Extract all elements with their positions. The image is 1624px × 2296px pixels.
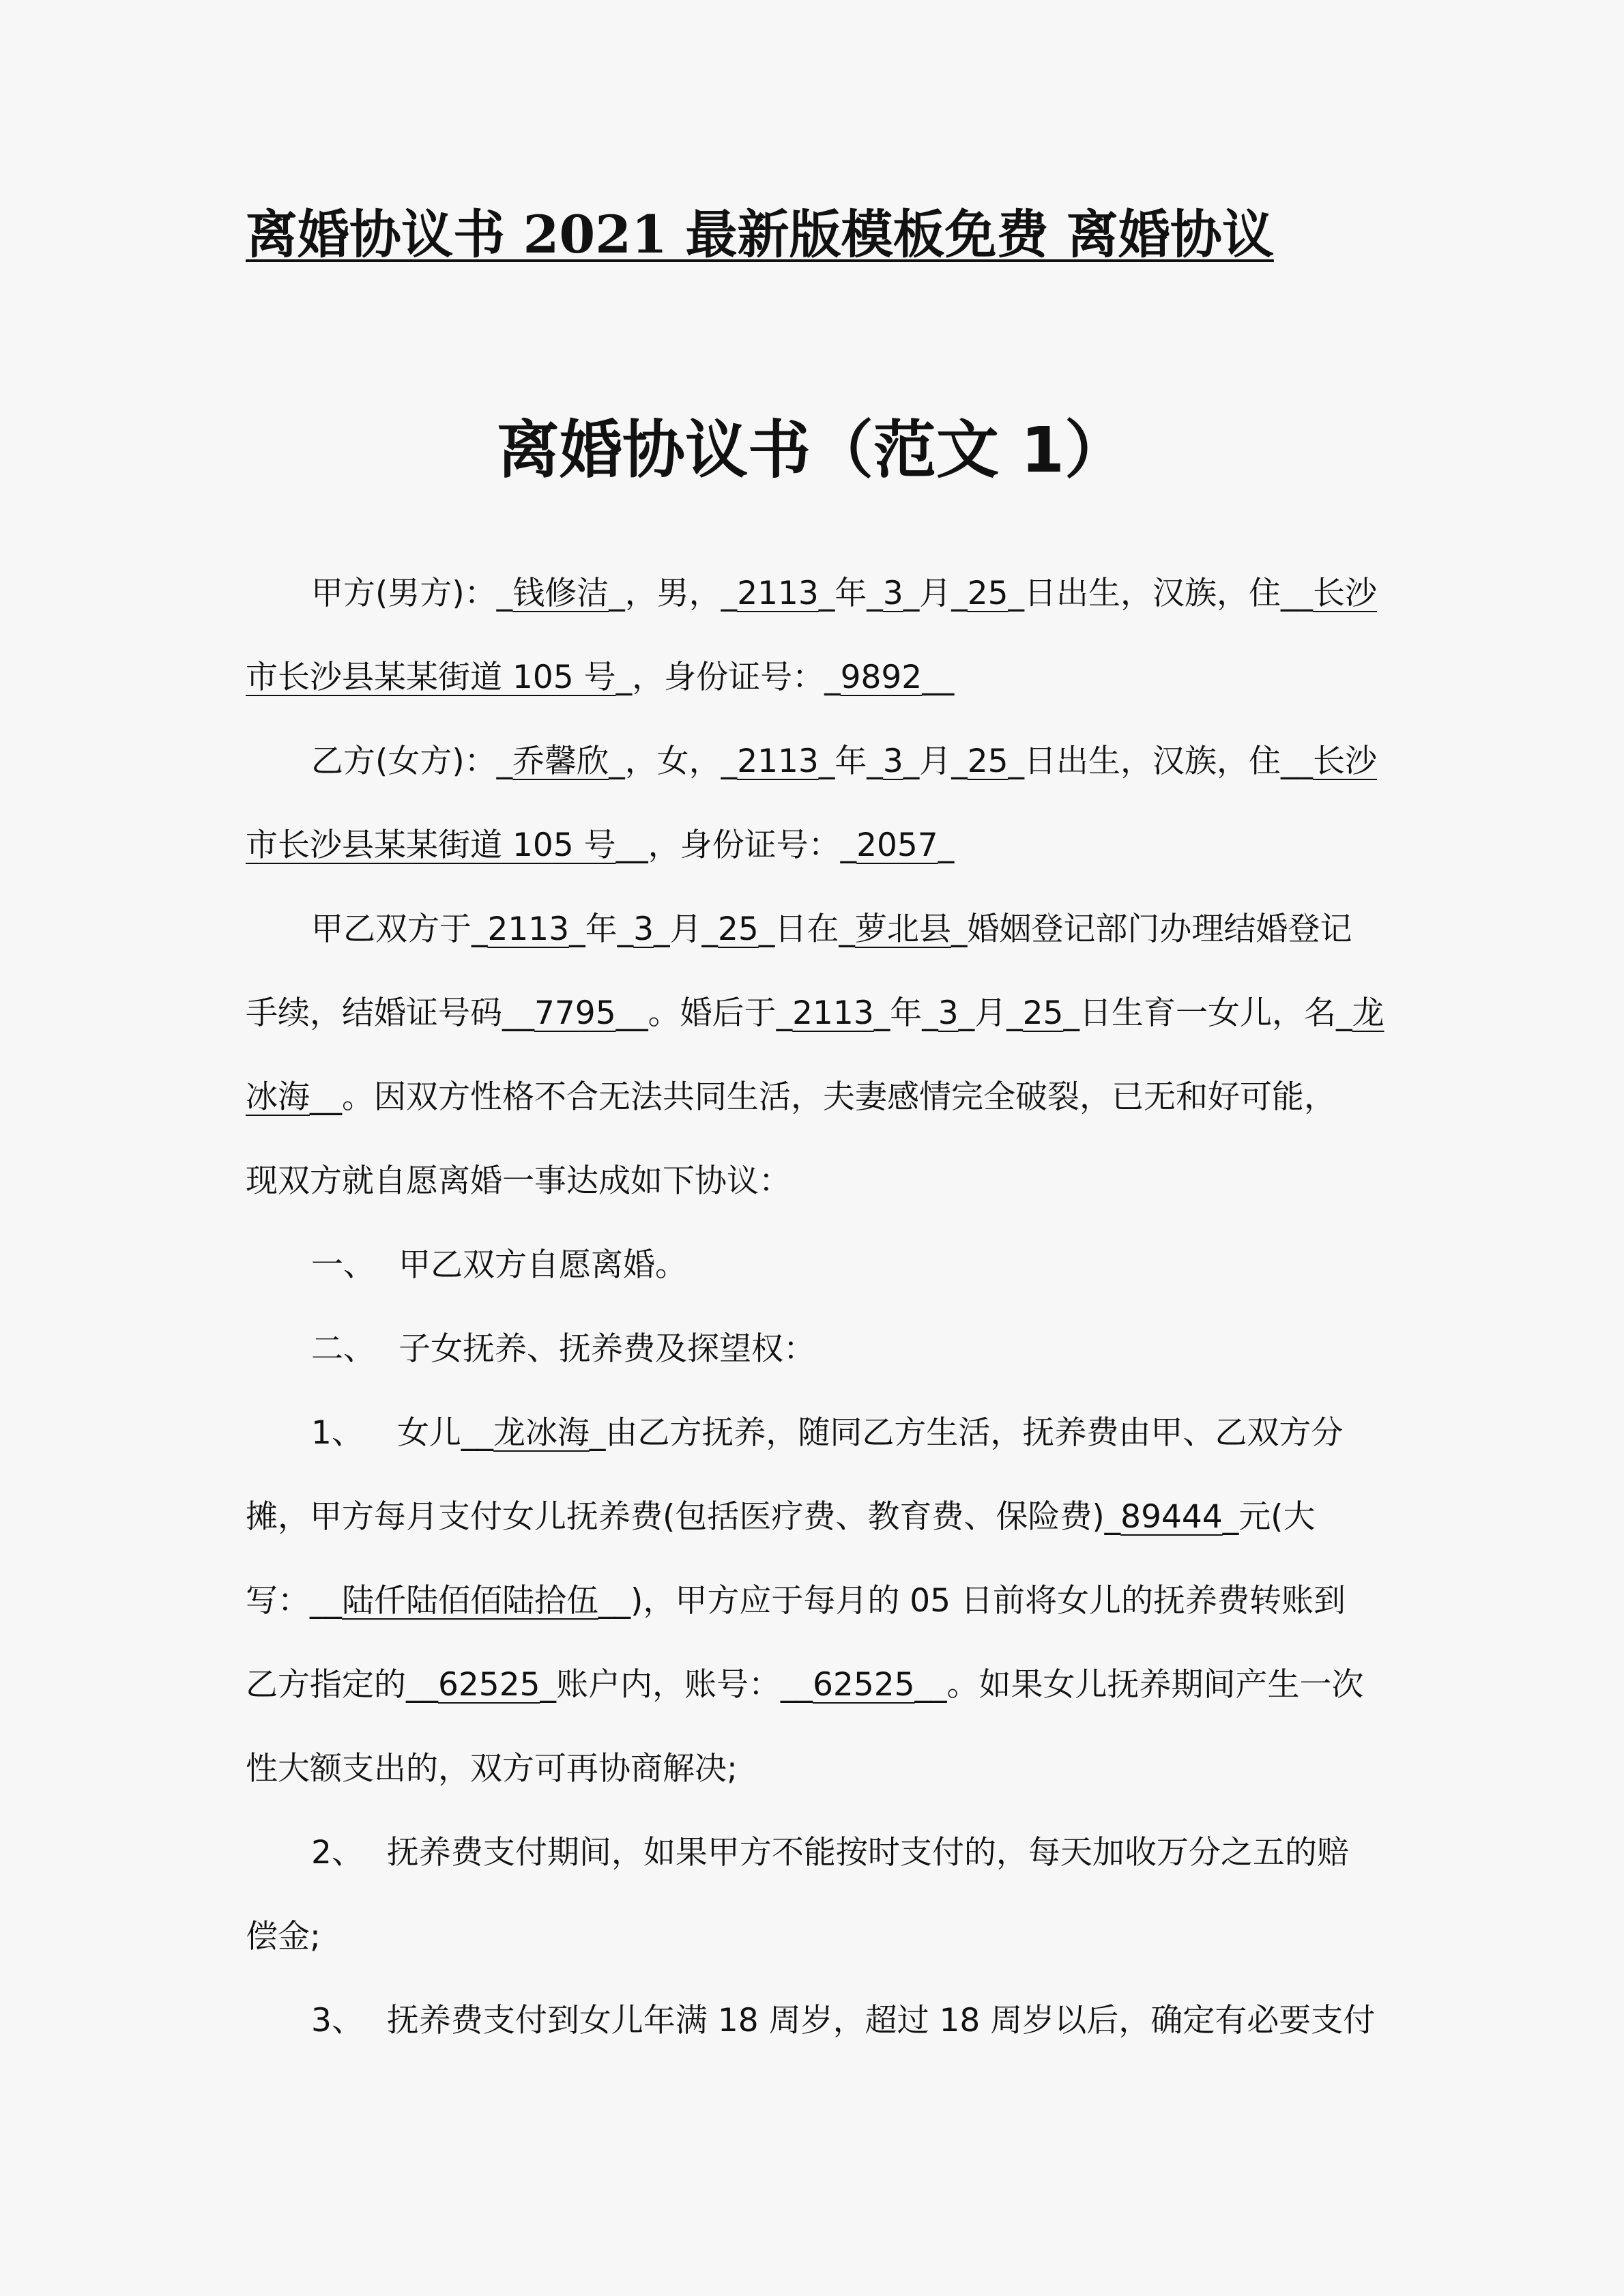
filled-field: 2113 xyxy=(792,994,874,1032)
text-segment: _由乙方抚养，随同乙方生活，抚养费由甲、乙双方分 xyxy=(589,1414,1344,1452)
text-segment: __。如果女儿抚养期间产生一次 xyxy=(914,1666,1364,1704)
text-segment: _，身份证号：_ xyxy=(615,659,841,696)
text-line xyxy=(246,803,1378,887)
filled-field: 3 xyxy=(882,743,903,780)
text-segment: _日出生，汉族，住__ xyxy=(1008,575,1314,612)
filled-field: 2113 xyxy=(737,575,819,612)
filled-field: 长沙 xyxy=(1313,575,1378,612)
filled-field: 长沙 xyxy=(1313,743,1378,780)
text-line xyxy=(246,635,1378,719)
filled-field: 25 xyxy=(718,910,759,948)
text-line xyxy=(246,719,1378,803)
filled-field: 2113 xyxy=(737,743,819,780)
text-segment: __ xyxy=(922,659,955,696)
text-line xyxy=(246,1475,1378,1559)
text-line xyxy=(246,971,1384,1055)
text-segment: 二、 xyxy=(311,1330,375,1368)
text-line xyxy=(246,1727,1378,1811)
filled-field: 25 xyxy=(1022,994,1064,1032)
text-segment: 摊，甲方每月支付女儿抚养费(包括医疗费、教育费、保险费)_ xyxy=(246,1498,1121,1536)
filled-field: 陆仟陆佰佰陆拾伍 xyxy=(342,1582,598,1620)
text-segment: 甲乙双方于_ xyxy=(311,910,488,948)
text-line xyxy=(246,1643,1378,1727)
text-segment: _月_ xyxy=(903,743,968,780)
filled-field: 89444 xyxy=(1120,1498,1223,1536)
text-segment: _ xyxy=(938,827,955,864)
filled-field: 2113 xyxy=(487,910,570,948)
text-line xyxy=(246,887,1378,971)
text-line xyxy=(246,1139,1378,1223)
text-segment: _年_ xyxy=(818,575,883,612)
text-segment: 抚养费支付到女儿年满 18 周岁，超过 18 周岁以后，确定有必要支付 xyxy=(386,2002,1376,2039)
text-segment: _日生育一女儿，名_ xyxy=(1063,994,1352,1032)
text-line xyxy=(246,1979,1378,2063)
text-line xyxy=(246,1307,1378,1391)
text-line xyxy=(246,1055,1378,1139)
text-segment: 女儿__ xyxy=(386,1414,493,1452)
text-segment: 性大额支出的，双方可再协商解决; xyxy=(246,1750,738,1788)
text-segment: 甲方(男方)：_ xyxy=(311,575,513,612)
text-segment: _账户内，账号：__ xyxy=(540,1666,813,1704)
text-segment: _元(大 xyxy=(1222,1498,1316,1536)
filled-field: 龙 xyxy=(1352,994,1384,1032)
text-segment: _月_ xyxy=(903,575,968,612)
filled-field: 市长沙县某某街道 105 号 xyxy=(246,659,616,696)
document-title: 离婚协议书 2021 最新版模板免费 离婚协议 xyxy=(246,204,1274,265)
filled-field: 9892 xyxy=(840,659,923,696)
text-segment: _月_ xyxy=(654,910,719,948)
filled-field: 乔馨欣 xyxy=(512,743,609,780)
filled-field: 25 xyxy=(967,743,1009,780)
filled-field: 7795 xyxy=(534,994,616,1032)
text-line xyxy=(246,1895,1378,1979)
text-segment: _日出生，汉族，住__ xyxy=(1008,743,1314,780)
filled-field: 冰海 xyxy=(246,1078,310,1116)
text-segment: _月_ xyxy=(958,994,1023,1032)
filled-field: 62525 xyxy=(813,1666,915,1704)
filled-field: 25 xyxy=(967,575,1009,612)
text-segment: _年_ xyxy=(873,994,938,1032)
text-line xyxy=(246,1391,1378,1475)
text-line xyxy=(246,551,1378,635)
text-line xyxy=(246,1559,1378,1643)
filled-field: 龙冰海 xyxy=(493,1414,590,1452)
text-line xyxy=(246,1811,1378,1895)
text-segment: _年_ xyxy=(818,743,883,780)
text-segment: 手续，结婚证号码__ xyxy=(246,994,534,1032)
text-segment: __。因双方性格不合无法共同生活，夫妻感情完全破裂，已无和好可能， xyxy=(310,1078,1336,1116)
text-segment: __，身份证号：_ xyxy=(615,827,857,864)
filled-field: 3 xyxy=(882,575,903,612)
text-segment: _婚姻登记部门办理结婚登记 xyxy=(951,910,1352,948)
filled-field: 3 xyxy=(633,910,654,948)
document-body xyxy=(246,551,1384,2063)
text-segment: _年_ xyxy=(569,910,634,948)
text-segment: 甲乙双方自愿离婚。 xyxy=(398,1246,687,1284)
text-segment: _日在_ xyxy=(758,910,855,948)
text-segment: __)，甲方应于每月的 05 日前将女儿的抚养费转账到 xyxy=(598,1582,1346,1620)
filled-field: 钱修洁 xyxy=(512,575,609,612)
text-segment: 写：__ xyxy=(246,1582,342,1620)
text-segment: _，男，_ xyxy=(609,575,738,612)
text-segment: 乙方指定的__ xyxy=(246,1666,438,1704)
filled-field: 萝北县 xyxy=(854,910,951,948)
text-line xyxy=(246,1223,1378,1307)
filled-field: 3 xyxy=(938,994,959,1032)
text-segment: _，女，_ xyxy=(609,743,738,780)
text-segment: 子女抚养、抚养费及探望权： xyxy=(398,1330,815,1368)
text-segment: 3、 xyxy=(311,2002,364,2039)
filled-field: 62525 xyxy=(438,1666,540,1704)
text-segment: 偿金; xyxy=(246,1918,321,1955)
text-segment: 抚养费支付期间，如果甲方不能按时支付的，每天加收万分之五的赔 xyxy=(386,1834,1349,1871)
filled-field: 2057 xyxy=(856,827,938,864)
filled-field: 市长沙县某某街道 105 号 xyxy=(246,827,616,864)
text-segment: 乙方(女方)：_ xyxy=(311,743,513,780)
text-segment: 一、 xyxy=(311,1246,375,1284)
document-subtitle: 离婚协议书（范文 1） xyxy=(496,414,1128,487)
text-segment: 现双方就自愿离婚一事达成如下协议： xyxy=(246,1162,791,1200)
text-segment: __。婚后于_ xyxy=(615,994,793,1032)
text-segment: 1、 xyxy=(311,1414,364,1452)
text-segment: 2、 xyxy=(311,1834,364,1871)
